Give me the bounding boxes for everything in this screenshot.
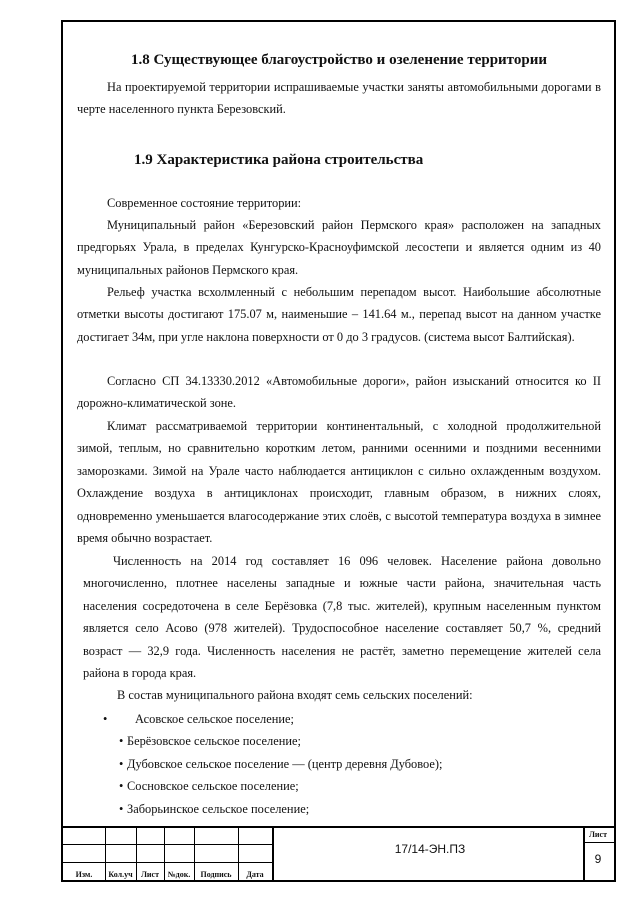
stamp-podpis: Подпись — [200, 870, 232, 879]
section-1-8-text: На проектируемой территории испрашиваемые участки заняты автомобильными дорогами в черте населенного пункта Березовский. — [77, 80, 601, 117]
bullet-icon: • — [119, 779, 124, 794]
list-item — [97, 753, 597, 775]
list-item-text: Берёзовское сельское поселение; — [127, 734, 301, 749]
document-number: 17/14-ЭН.ПЗ — [394, 842, 466, 856]
sheet-number: 9 — [594, 852, 602, 866]
page-frame — [61, 20, 616, 882]
settlements-list — [97, 708, 597, 820]
section-1-8-paragraph — [77, 76, 601, 121]
section-1-8-title: 1.8 Существующее благоустройство и озеленение территории — [131, 52, 547, 68]
title-block — [63, 826, 614, 880]
section-1-9-title: 1.9 Характеристика района строительства — [134, 152, 424, 168]
sheet-label: Лист — [588, 830, 608, 839]
paragraph-population — [83, 550, 601, 684]
list-item-text: Заборьинское сельское поселение; — [127, 801, 310, 816]
list-item-text: Сосновское сельское поселение; — [127, 779, 299, 794]
paragraph-relief — [77, 281, 601, 348]
paragraph-climate-text: Климат рассматриваемой территории континентальный, с холодной продолжительной зимой, теплым, но сравнительно коротким летом, ранними осенними и поздними весенними заморозками. Зимой на Урале часто наблюдается антициклон с сильно охлажденным воздухом. Охлаждение воздуха в антициклонах происходит, главным образом, в нижних слоях, одновременно уменьшается влагосодержание этих слоёв, с высотой температура воздуха в зимнее время обычно возрастает. — [77, 419, 601, 546]
bullet-icon: • — [103, 712, 108, 726]
paragraph-settlements-intro-text: В состав муниципального района входят семь сельских поселений: — [117, 688, 473, 702]
paragraph-settlements-intro — [77, 684, 601, 706]
list-item — [97, 775, 597, 797]
list-item — [97, 798, 597, 820]
list-item-text: Асовское сельское поселение; — [135, 712, 294, 726]
stamp-data: Дата — [246, 870, 264, 879]
stamp-izm: Изм. — [75, 870, 93, 879]
paragraph-municipal-text: Муниципальный район «Березовский район Пермского края» расположен на западных предгорьях Урала, в пределах Кунгурско-Красноуфимской лесостепи и является одним из 40 муниципальных районов Пермского края. — [77, 218, 601, 277]
list-item — [97, 730, 597, 752]
bullet-icon: • — [119, 734, 124, 749]
stamp-ndok: №док. — [167, 870, 191, 879]
list-item-text: Дубовское сельское поселение — (центр деревня Дубовое); — [127, 756, 443, 771]
paragraph-state-text: Современное состояние территории: — [107, 196, 302, 210]
paragraph-municipal — [77, 214, 601, 281]
paragraph-sp-text: Согласно СП 34.13330.2012 «Автомобильные дороги», район изысканий относится ко II дорожно-климатической зоне. — [77, 374, 601, 411]
paragraph-relief-text: Рельеф участка всхолмленный с небольшим перепадом высот. Наибольшие абсолютные отметки высоты достигают 175.07 м, наименьшие – 141.64 м., перепад высот на данном участке достигает 34м, при угле наклона поверхности от 0 до 3 градусов. (система высот Балтийская). — [77, 285, 601, 344]
paragraph-state — [77, 192, 601, 214]
bullet-icon: • — [119, 801, 124, 816]
paragraph-sp — [77, 370, 601, 415]
stamp-list: Лист — [140, 870, 160, 879]
list-item — [97, 708, 597, 730]
bullet-icon: • — [119, 756, 124, 771]
paragraph-climate — [77, 415, 601, 549]
paragraph-population-text: Численность на 2014 год составляет 16 096 человек. Население района довольно многочисленно, плотнее населены западные и южные части района, значительная часть населения сосредоточена в селе Берёзовка (7,8 тыс. жителей), крупным населенным пунктом является село Асово (978 жителей). Трудоспособное население составляет 50,7 %, средний возраст — 32,9 года. Численность населения не растёт, заметно перемещение жителей села района в города края. — [83, 554, 601, 681]
stamp-koluch: Кол.уч — [108, 870, 133, 879]
